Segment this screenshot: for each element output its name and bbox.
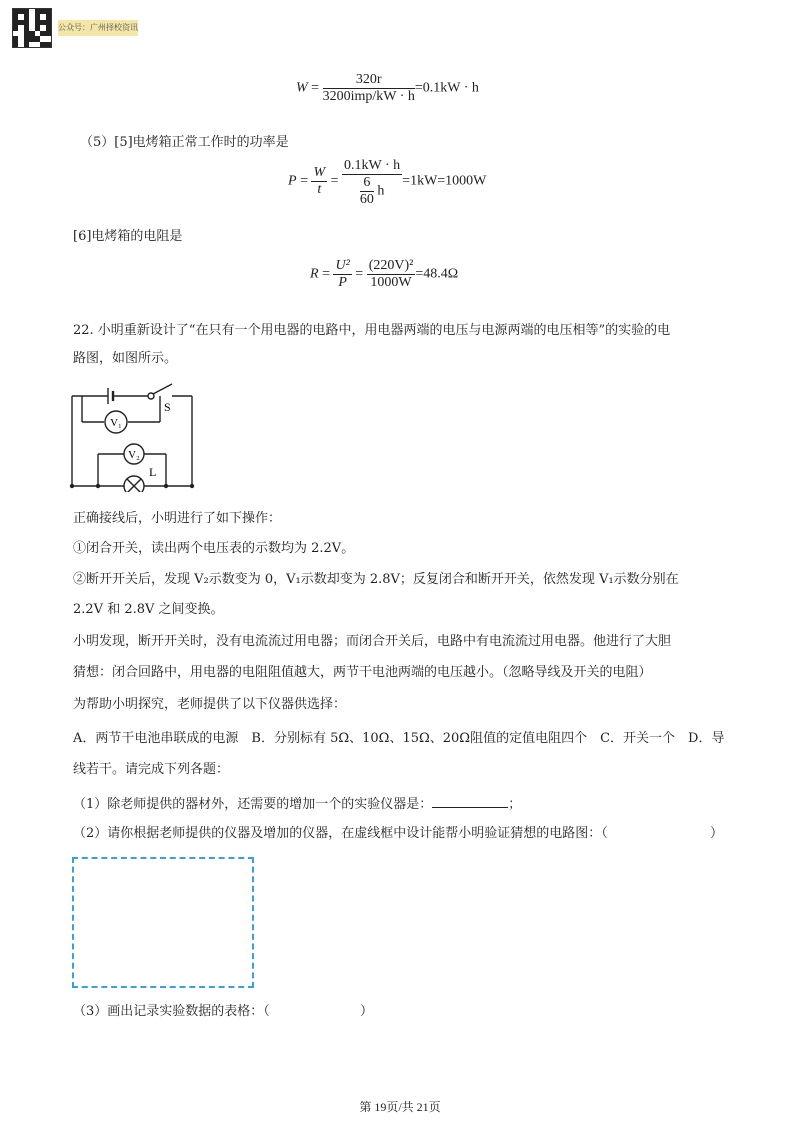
formula-p-f2-num: 0.1kW · h (344, 158, 401, 173)
formula-p (288, 158, 486, 208)
formula-p-f1-den: t (317, 182, 322, 197)
q22-sub-1-end: ； (508, 797, 522, 812)
step-5-text: （5）[5]电烤箱正常工作时的功率是 (80, 135, 289, 150)
formula-r-f1-den: P (338, 275, 347, 290)
junction-3 (164, 484, 168, 488)
formula-p-rhs: =1kW=1000W (402, 173, 487, 189)
formula-r (310, 258, 458, 291)
formula-r-fraction-2 (367, 258, 416, 291)
formula-p-f2-den-frac (360, 175, 374, 208)
formula-p-fraction-2 (342, 158, 402, 208)
q22-p6b: 线若干。请完成下列各题： (73, 762, 230, 777)
q22-sub-1 (73, 795, 521, 814)
formula-p-eq2: = (330, 173, 339, 189)
formula-r-eq2: = (355, 266, 364, 282)
q22-p6a: A．两节干电池串联成的电源 B．分别标有 5Ω、10Ω、15Ω、20Ω阻值的定值电阻四个 C．开关一个 D．导 (73, 731, 725, 746)
q22-p2: ①闭合开关，读出两个电压表的示数均为 2.2V。 (73, 541, 355, 556)
formula-r-rhs: =48.4Ω (415, 266, 459, 282)
junction-1 (70, 484, 74, 488)
q22-sub-3-text: （3）画出记录实验数据的表格：（ (73, 1004, 270, 1019)
v1-label: V₁ (110, 417, 122, 429)
answer-blank-1[interactable] (432, 795, 508, 808)
formula-p-fraction-1 (311, 165, 327, 198)
circuit-diagram (68, 380, 198, 492)
formula-p-f2-den-den: 60 (359, 192, 374, 207)
q22-sub-2-text: （2）请你根据老师提供的仪器及增加的仪器，在虚线框中设计能帮小明验证猜想的电路图：（ (73, 826, 608, 841)
formula-r-eq1: = (322, 266, 330, 282)
q22-p4a: 小明发现，断开开关时，没有电流流过用电器；而闭合开关后，电路中有电流流过用电器。他进行了大胆 (73, 634, 672, 649)
q22-sub-2 (73, 825, 723, 843)
v2-label: V₂ (128, 449, 140, 461)
junction-2 (96, 484, 100, 488)
formula-w-num: 320r (323, 72, 415, 89)
qr-code (12, 8, 52, 48)
formula-p-f2-den-unit: h (377, 183, 385, 199)
formula-r-fraction-1 (333, 258, 351, 291)
formula-w-eq: = (311, 80, 320, 96)
formula-w-den: 3200imp/kW · h (322, 89, 415, 104)
q22-p3b: 2.2V 和 2.8V 之间变换。 (73, 602, 224, 617)
formula-w (296, 72, 479, 105)
formula-p-eq1: = (300, 173, 308, 189)
q22-p3a: ②断开开关后，发现 V₂示数变为 0，V₁示数却变为 2.8V；反复闭合和断开开关，依然发现 V₁示数分别在 (73, 572, 679, 587)
formula-w-fraction (323, 72, 415, 105)
q22-sub-1-text: （1）除老师提供的器材外，还需要的增加一个的实验仪器是： (73, 797, 433, 812)
lamp-l (124, 476, 144, 492)
page-footer: 第 19页/共 21页 (359, 1100, 441, 1114)
formula-r-f1-num: U² (335, 258, 350, 273)
source-badge: 公众号：广州择校资讯 (58, 20, 138, 36)
lamp-label: L (149, 465, 157, 479)
q22-p5: 为帮助小明探究，老师提供了以下仪器供选择： (73, 697, 347, 712)
formula-r-lhs: R (310, 266, 319, 282)
q22-line-1: 22. 小明重新设计了“在只有一个用电器的电路中，用电器两端的电压与电源两端的电压相等”的实验的电 (73, 323, 671, 338)
formula-r-f2-num: (220V)² (368, 258, 414, 273)
formula-w-rhs: =0.1kW · h (414, 80, 479, 96)
formula-p-f1-num: W (313, 165, 326, 180)
formula-p-f2-den (342, 175, 402, 208)
q22-line-2: 路图，如图所示。 (73, 351, 178, 366)
formula-w-lhs: W (296, 80, 308, 96)
formula-p-f2-den-num: 6 (360, 175, 374, 192)
q22-sub-3-end: ） (359, 1004, 373, 1019)
switch-label: S (164, 400, 171, 414)
junction-4 (190, 484, 194, 488)
answer-diagram-box[interactable] (72, 857, 254, 988)
q22-p4b: 猜想：闭合回路中，用电器的电阻阻值越大，两节干电池两端的电压越小。（忽略导线及开关的电阻） (73, 665, 652, 680)
q22-sub-2-end: ） (709, 826, 723, 841)
switch-blade (153, 384, 172, 394)
q22-sub-3 (73, 1003, 373, 1021)
step-6-text: [6]电烤箱的电阻是 (73, 229, 183, 244)
formula-p-lhs: P (288, 173, 297, 189)
formula-r-f2-den: 1000W (370, 275, 412, 290)
q22-p1: 正确接线后，小明进行了如下操作： (73, 511, 282, 526)
